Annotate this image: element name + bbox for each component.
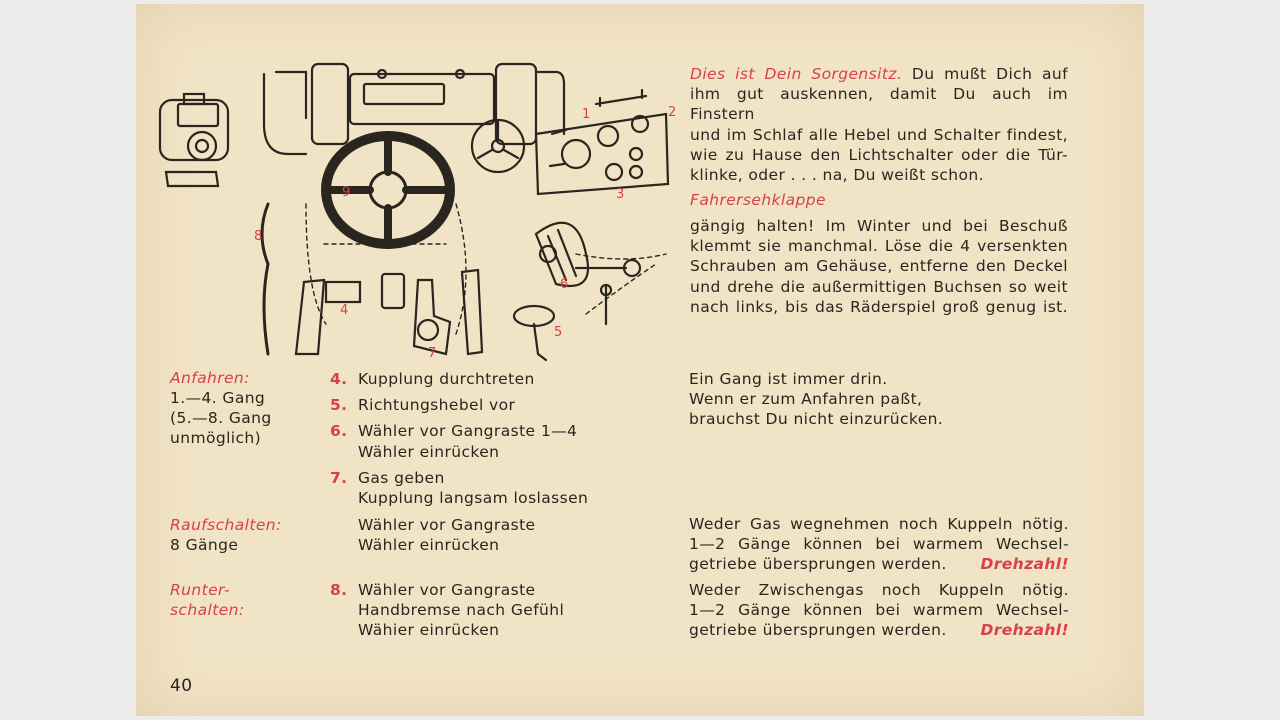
step-6 — [330, 421, 650, 461]
callout-9: 9 — [342, 185, 351, 200]
raufschalten-note-last — [689, 554, 1069, 574]
step-text: Handbremse nach Gefühl — [358, 601, 565, 620]
runterschalten-steps — [330, 580, 564, 641]
fahrersehklappe-line: nach links, bis das Räderspiel groß genug ist. — [690, 297, 1068, 316]
runterschalten-note-line: Weder Zwischengas noch Kuppeln nötig. — [689, 581, 1069, 599]
raufschalten-note-line: Weder Gas wegnehmen noch Kuppeln nötig. — [689, 515, 1069, 533]
page-number: 40 — [170, 676, 193, 696]
anfahren-desc — [170, 388, 272, 449]
fahrersehklappe-line: gängig halten! Im Winter und bei Beschuß — [690, 217, 1068, 235]
drehzahl-emphasis: Drehzahl! — [980, 621, 1069, 640]
step-text: Wähler vor Gangraste — [358, 581, 536, 599]
callout-4: 4 — [340, 303, 349, 318]
anfahren-note-line: brauchst Du nicht einzurücken. — [689, 410, 944, 429]
lever-8 — [262, 204, 268, 354]
raufschalten-label: Raufschalten: — [170, 516, 282, 534]
step-text: Kupplung durchtreten — [358, 370, 535, 388]
gas-pedal — [414, 280, 450, 354]
raufschalten-desc: 8 Gänge — [170, 536, 239, 554]
step-text: Kupplung langsam loslassen — [358, 489, 589, 508]
driver-seat-illustration — [156, 54, 686, 364]
fahrersehklappe-line: klemmt sie manchmal. Löse die 4 versenkten — [690, 237, 1068, 256]
runterschalten-label-line: Runter- — [170, 581, 230, 599]
runterschalten-note-last — [689, 620, 1069, 640]
callout-8: 8 — [254, 229, 263, 244]
intro-title: Dies ist Dein Sorgensitz. — [690, 65, 903, 83]
fahrersehklappe-heading: Fahrersehklappe — [690, 191, 826, 209]
anfahren-desc-line: 1.—4. Gang — [170, 389, 266, 407]
step-number: 4. — [330, 370, 348, 388]
anfahren-note-line: Ein Gang ist immer drin. — [689, 370, 888, 388]
clutch-pedal — [296, 280, 324, 354]
intro-paragraph — [690, 64, 1068, 185]
book-page — [136, 4, 1144, 716]
step-text: Wähler vor Gangraste 1—4 — [358, 422, 578, 441]
runterschalten-label-line: schalten: — [170, 601, 245, 620]
step-number: 8. — [330, 581, 348, 599]
fahrersehklappe-line: Schrauben am Gehäuse, entferne den Deckel — [690, 257, 1068, 276]
anfahren-label: Anfahren: — [170, 369, 250, 387]
visor-housing — [350, 74, 494, 124]
brake-pedal — [382, 274, 404, 308]
runterschalten-note — [689, 580, 1069, 641]
callout-7: 7 — [428, 346, 437, 361]
intro-line: klinke, oder . . . na, Du weißt schon. — [690, 166, 984, 185]
raufschalten-note-line: getriebe übersprungen werden. — [689, 555, 947, 574]
intro-line: Du mußt Dich auf — [911, 65, 1068, 83]
step-number: 7. — [330, 468, 348, 487]
step-number: 5. — [330, 396, 348, 415]
raufschalten-note — [689, 514, 1069, 575]
runterschalten-note-line: getriebe übersprungen werden. — [689, 621, 947, 640]
step-text: Richtungshebel vor — [358, 396, 516, 415]
callout-1: 1 — [582, 107, 591, 122]
intro-line: ihm gut auskennen, damit Du auch im Finstern — [690, 85, 1068, 124]
raufschalten-steps — [358, 515, 536, 555]
runterschalten-note-line: 1—2 Gänge können bei warmem Wechsel- — [689, 601, 1069, 620]
anfahren-steps — [330, 369, 650, 508]
anfahren-desc-line: (5.—8. Gang — [170, 409, 272, 428]
step-number: 6. — [330, 422, 348, 441]
anfahren-note — [689, 369, 943, 430]
callout-2: 2 — [668, 105, 677, 120]
intro-line: wie zu Hause den Lichtschalter oder die Tür- — [690, 145, 1068, 164]
step-5 — [330, 395, 650, 415]
intro-line: und im Schlaf alle Hebel und Schalter findest, — [690, 125, 1068, 144]
step-text: Wähier einrücken — [358, 621, 500, 640]
step-text: Wähler einrücken — [358, 442, 500, 461]
fahrersehklappe-paragraph — [690, 216, 1068, 317]
step-4 — [330, 369, 650, 389]
anfahren-note-line: Wenn er zum Anfahren paßt, — [689, 390, 923, 409]
raufschalten-note-line: 1—2 Gänge können bei warmem Wechsel- — [689, 535, 1069, 554]
step-text: Wähler vor Gangraste — [358, 516, 536, 534]
fahrersehklappe-line: und drehe die außermittigen Buchsen so weit — [690, 277, 1068, 296]
callout-5: 5 — [554, 325, 563, 340]
callout-3: 3 — [616, 187, 625, 202]
anfahren-desc-line: unmöglich) — [170, 429, 262, 448]
step-text: Gas geben — [358, 468, 445, 487]
runterschalten-label — [170, 580, 245, 620]
drehzahl-emphasis: Drehzahl! — [980, 555, 1069, 574]
step-text: Wähler einrücken — [358, 536, 500, 555]
callout-6: 6 — [560, 277, 569, 292]
step-7 — [330, 468, 650, 508]
